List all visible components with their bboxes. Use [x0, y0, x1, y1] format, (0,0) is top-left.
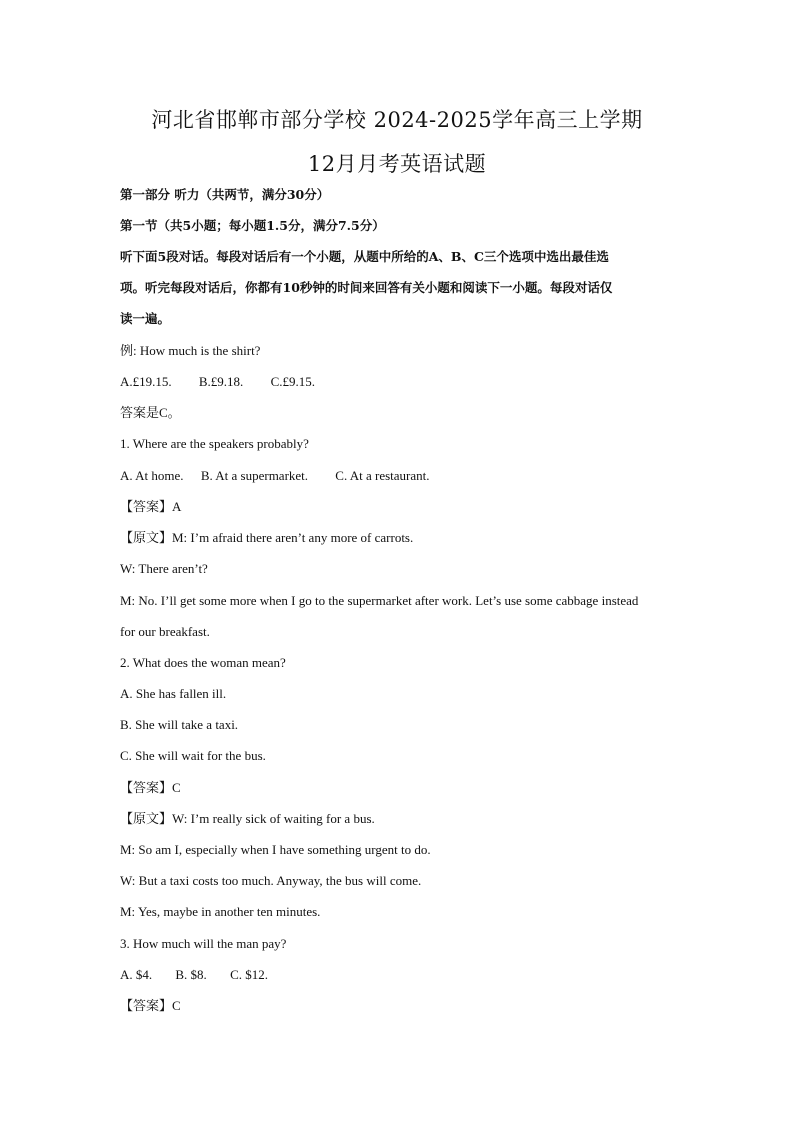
question-3: 3. How much will the man pay?: [120, 936, 287, 951]
example-options: [120, 374, 680, 390]
question-2-transcript-line: 【原文】W: I’m really sick of waiting for a bus.: [120, 811, 375, 826]
question-3-options: [120, 967, 680, 983]
option-c: C.£9.15.: [270, 374, 315, 389]
question-1-transcript-line: 【原文】M: I’m afraid there aren’t any more of carrots.: [120, 530, 414, 545]
instruction-line-3: 读一遍。: [120, 311, 171, 326]
section-part-heading: 第一部分 听力（共两节，满分30分）: [120, 187, 330, 202]
question-1-options: [120, 468, 680, 484]
option-c: C. $12.: [230, 967, 268, 982]
instruction-line-2: 项。听完每段对话后，你都有10秒钟的时间来回答有关小题和阅读下一小题。每段对话仅: [120, 280, 613, 295]
example-answer: 答案是C。: [120, 405, 181, 420]
question-2-option-c: C. She will wait for the bus.: [120, 748, 266, 763]
option-b: B. At a supermarket.: [200, 468, 309, 483]
question-3-answer: 【答案】C: [120, 998, 181, 1013]
question-2: 2. What does the woman mean?: [120, 655, 286, 670]
document-subtitle: 12月月考英语试题: [307, 152, 487, 176]
option-a: A. $4.: [120, 967, 153, 982]
option-b: B.£9.18.: [198, 374, 244, 389]
option-b: B. $8.: [175, 967, 207, 982]
example-question: 例: How much is the shirt?: [120, 343, 261, 358]
question-1-transcript-line: M: No. I’ll get some more when I go to the supermarket after work. Let’s use some cabbage instead: [120, 593, 639, 608]
question-2-transcript-line: M: Yes, maybe in another ten minutes.: [120, 904, 321, 919]
question-2-transcript-line: M: So am I, especially when I have something urgent to do.: [120, 842, 431, 857]
question-1-transcript-line: for our breakfast.: [120, 624, 210, 639]
option-a: A.£19.15.: [120, 374, 172, 389]
question-2-option-b: B. She will take a taxi.: [120, 717, 239, 732]
question-1: 1. Where are the speakers probably?: [120, 436, 309, 451]
option-c: C. At a restaurant.: [335, 468, 430, 483]
question-1-answer: 【答案】A: [120, 499, 182, 514]
question-2-option-a: A. She has fallen ill.: [120, 686, 227, 701]
instruction-line-1: 听下面5段对话。每段对话后有一个小题，从题中所给的A、B、C三个选项中选出最佳选: [120, 249, 609, 264]
document-title: 河北省邯郸市部分学校 2024-2025学年高三上学期: [151, 108, 643, 132]
question-2-answer: 【答案】C: [120, 780, 181, 795]
question-2-transcript-line: W: But a taxi costs too much. Anyway, the bus will come.: [120, 873, 422, 888]
option-a: A. At home.: [120, 468, 184, 483]
subsection-heading: 第一节（共5小题；每小题1.5分，满分7.5分）: [120, 218, 385, 233]
question-1-transcript-line: W: There aren’t?: [120, 561, 208, 576]
